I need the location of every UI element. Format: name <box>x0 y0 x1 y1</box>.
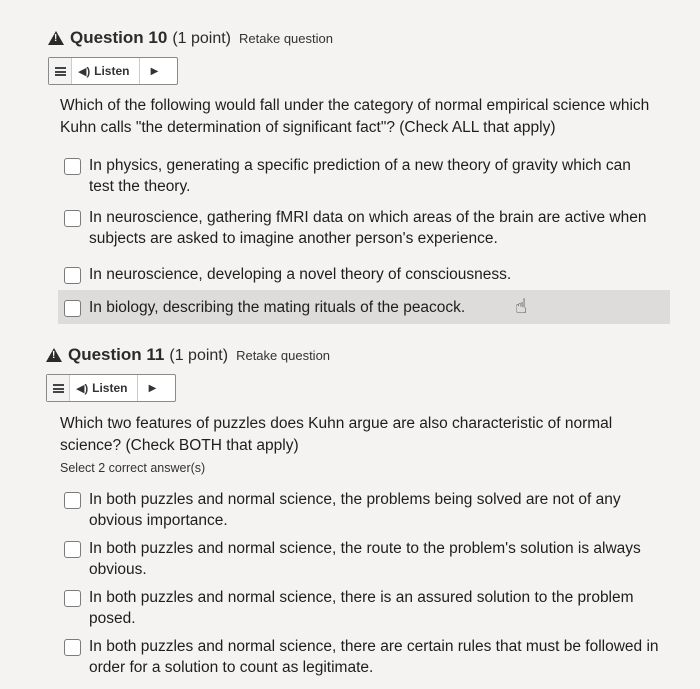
checkbox[interactable] <box>64 541 81 558</box>
listen-widget[interactable] <box>48 57 178 85</box>
listen-button[interactable] <box>70 375 138 401</box>
option-label: In neuroscience, gathering fMRI data on which areas of the brain are active when subjects are asked to imagine another person's experience. <box>89 209 647 247</box>
checkbox[interactable] <box>64 300 81 317</box>
question-points: (1 point) <box>169 347 229 364</box>
checkbox[interactable] <box>64 639 81 656</box>
answer-option[interactable] <box>64 538 664 580</box>
listen-button[interactable] <box>72 58 140 84</box>
warning-icon <box>46 348 62 362</box>
checkbox[interactable] <box>64 492 81 509</box>
menu-icon[interactable] <box>47 375 70 401</box>
question-prompt: Which two features of puzzles does Kuhn argue are also characteristic of normal science? (Check BOTH that apply) <box>60 415 613 454</box>
listen-widget[interactable] <box>46 374 176 402</box>
question-points: (1 point) <box>172 30 232 47</box>
question-title: Question 10 <box>70 28 168 47</box>
option-label: In both puzzles and normal science, the route to the problem's solution is always obvious. <box>89 540 641 578</box>
answer-option[interactable] <box>64 264 654 285</box>
listen-label: Listen <box>92 381 128 395</box>
answer-option[interactable] <box>64 636 664 678</box>
listen-label: Listen <box>94 64 130 78</box>
checkbox[interactable] <box>64 158 81 175</box>
question-title: Question 11 <box>68 345 165 364</box>
selection-hint: Select 2 correct answer(s) <box>60 461 206 475</box>
speaker-icon: ◀) <box>76 382 89 395</box>
speaker-icon: ◀) <box>78 65 91 78</box>
answer-option[interactable] <box>64 297 654 318</box>
option-label: In physics, generating a specific prediction of a new theory of gravity which can test the theory. <box>89 157 631 195</box>
hand-cursor-icon: ☝ <box>515 296 528 318</box>
answer-option[interactable] <box>64 489 654 531</box>
checkbox[interactable] <box>64 210 81 227</box>
option-label: In biology, describing the mating rituals of the peacock. <box>89 299 466 316</box>
option-label: In neuroscience, developing a novel theory of consciousness. <box>89 266 512 283</box>
question-prompt: Which of the following would fall under the category of normal empirical science which Kuhn calls "the determination of significant fact"? (Check ALL that apply) <box>60 97 650 136</box>
option-label: In both puzzles and normal science, there is an assured solution to the problem posed. <box>89 589 634 627</box>
answer-option[interactable] <box>64 155 654 197</box>
question-11-header <box>46 345 330 365</box>
retake-question-link[interactable]: Retake question <box>236 348 331 363</box>
warning-icon <box>48 31 64 45</box>
answer-option[interactable] <box>64 587 654 629</box>
option-label: In both puzzles and normal science, the problems being solved are not of any obvious importance. <box>89 491 621 529</box>
retake-question-link[interactable]: Retake question <box>239 31 333 46</box>
question-10-header <box>48 28 333 48</box>
answer-option[interactable] <box>64 207 664 249</box>
checkbox[interactable] <box>64 590 81 607</box>
play-icon[interactable]: ▶ <box>148 382 157 394</box>
menu-icon[interactable] <box>49 58 72 84</box>
option-label: In both puzzles and normal science, there are certain rules that must be followed in order for a solution to count as legitimate. <box>89 638 659 676</box>
checkbox[interactable] <box>64 267 81 284</box>
play-icon[interactable]: ▶ <box>150 65 159 77</box>
